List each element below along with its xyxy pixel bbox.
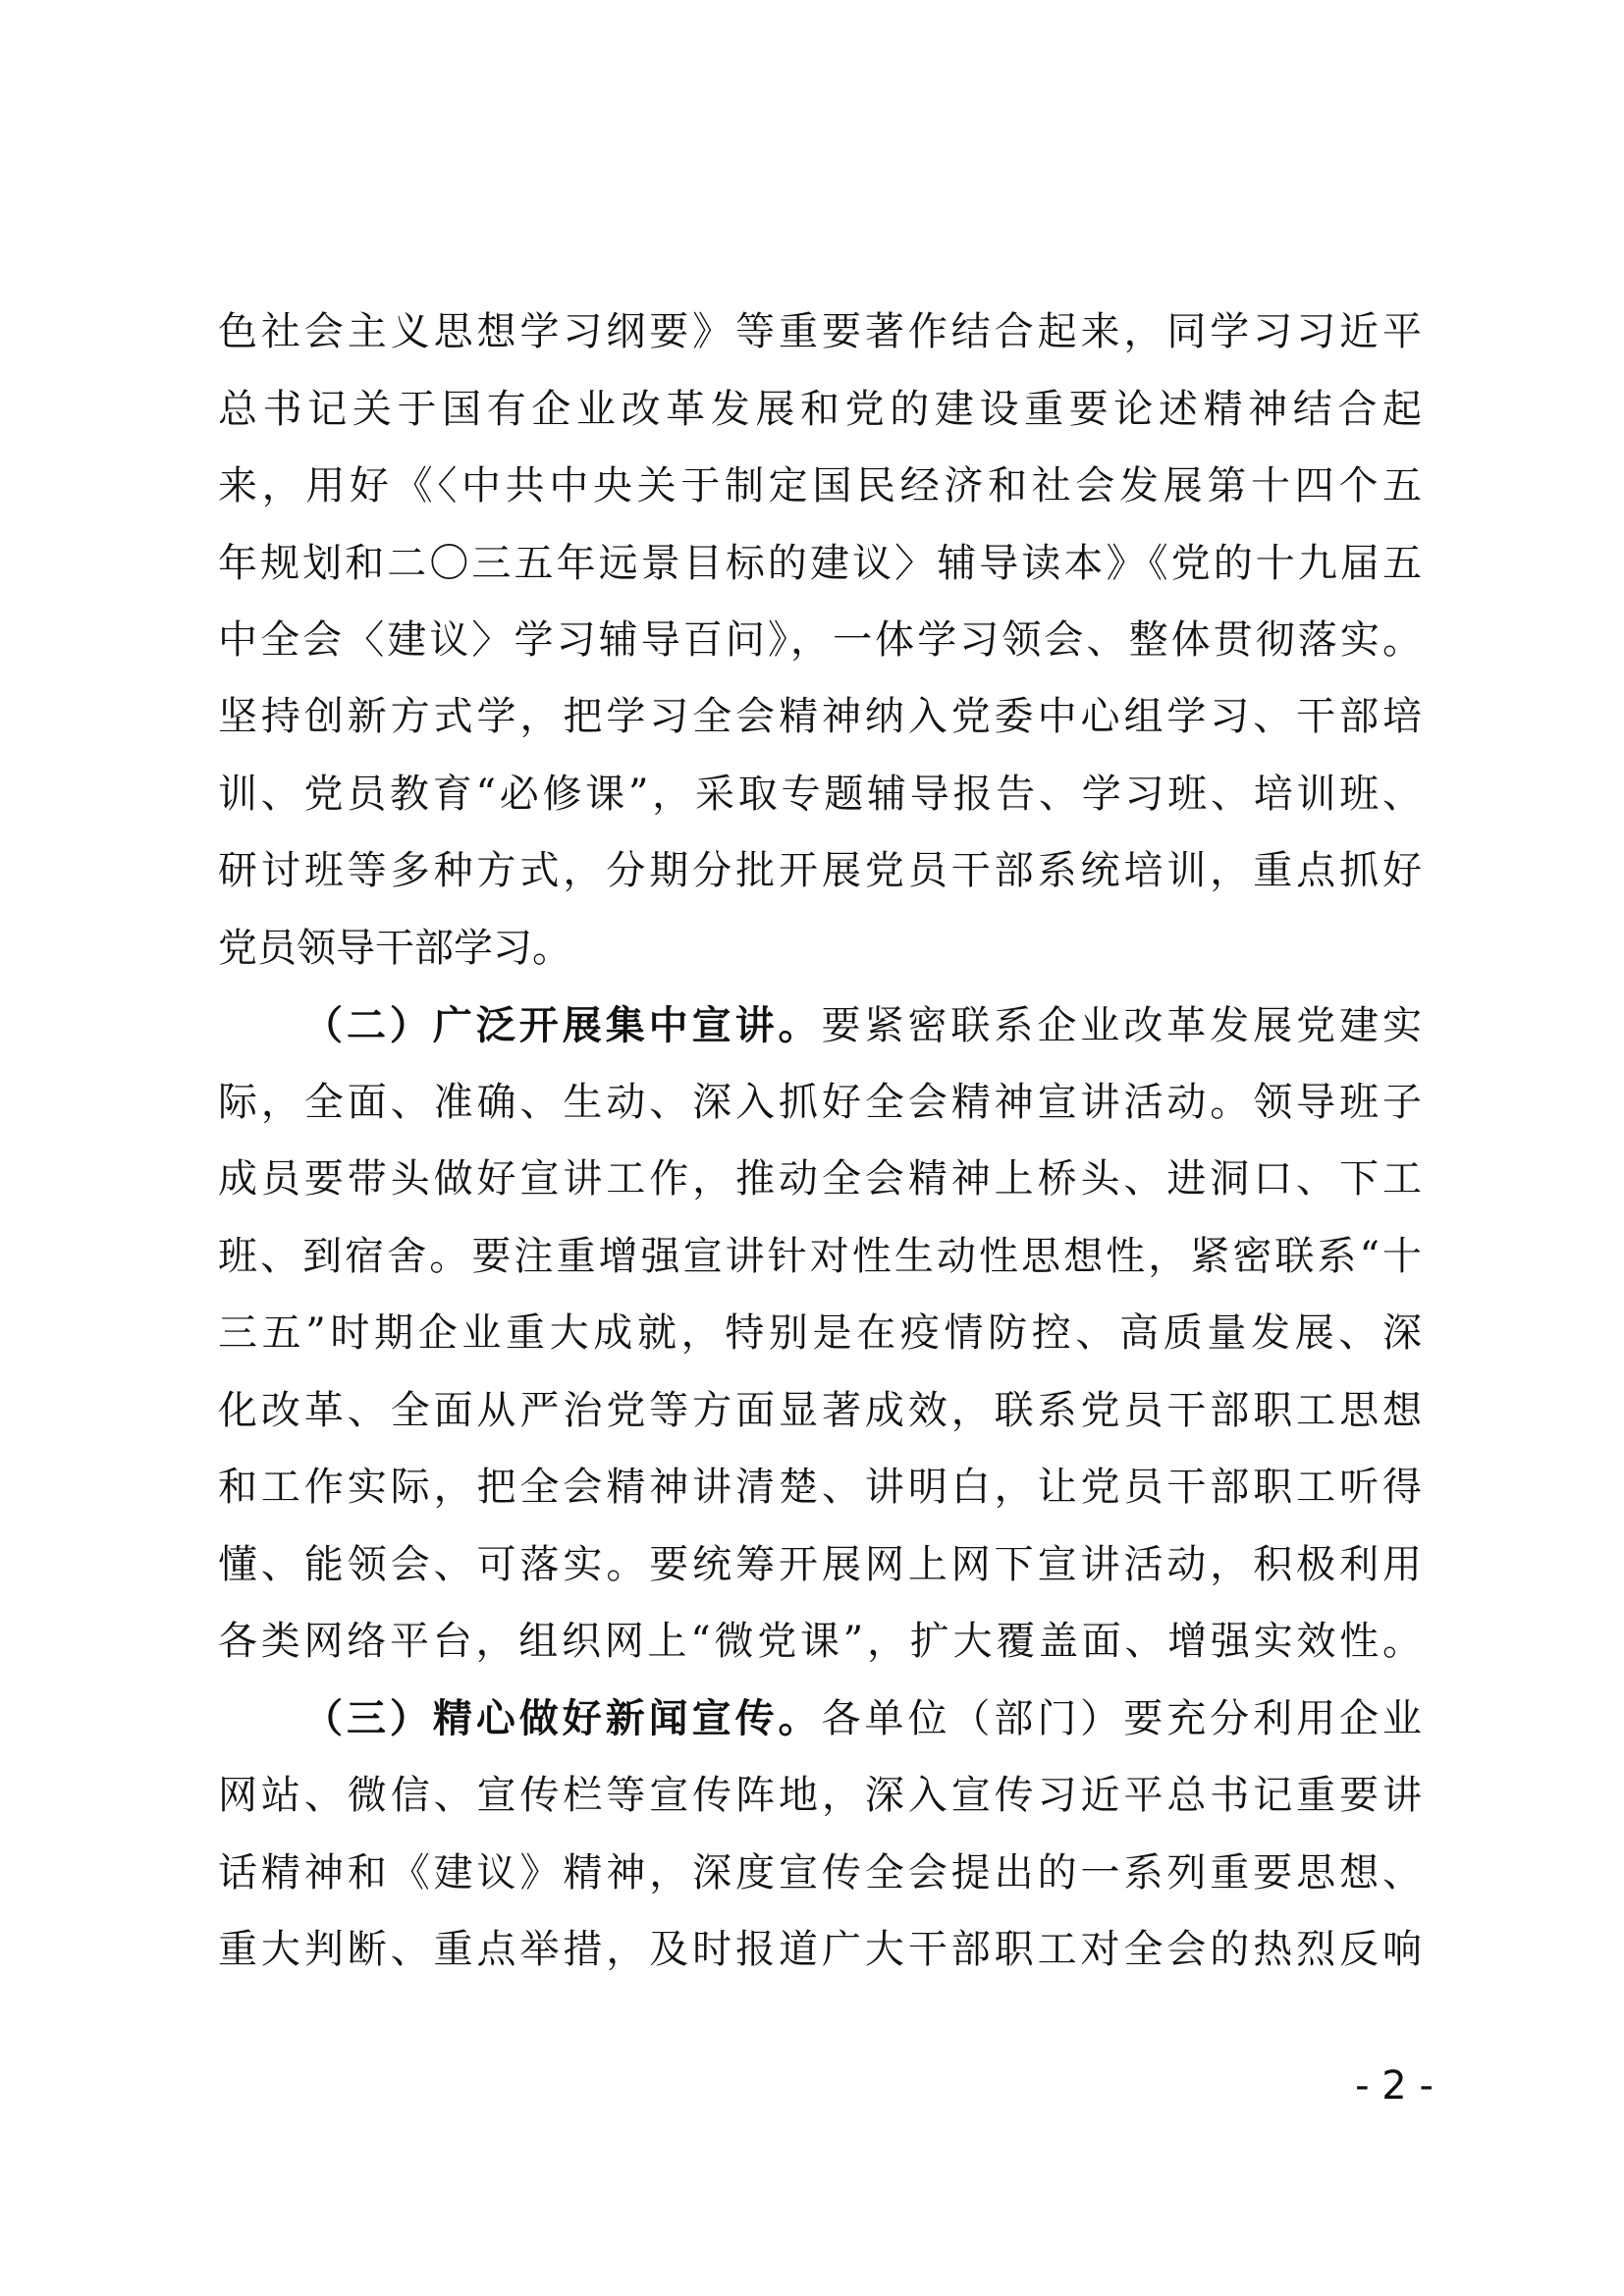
text-line: 化改革、全面从严治党等方面显著成效，联系党员干部职工思想	[218, 1388, 1422, 1433]
text-line: 网站、微信、宣传栏等宣传阵地，深入宣传习近平总书记重要讲	[218, 1773, 1422, 1818]
text-line: 总书记关于国有企业改革发展和党的建设重要论述精神结合起	[218, 387, 1422, 432]
section-heading: （二）广泛开展集中宣讲。	[303, 1002, 822, 1048]
section-heading: （三）精心做好新闻宣传。	[303, 1695, 822, 1741]
text-run: 各单位（部门）要充分利用企业	[821, 1696, 1423, 1741]
text-line: 成员要带头做好宣讲工作，推动全会精神上桥头、进洞口、下工	[218, 1156, 1422, 1201]
text-line: 班、到宿舍。要注重增强宣讲针对性生动性思想性，紧密联系“十	[218, 1234, 1422, 1279]
text-line: 训、党员教育“必修课”，采取专题辅导报告、学习班、培训班、	[218, 772, 1422, 817]
page-number: - 2 -	[1355, 2063, 1434, 2109]
text-run: 要紧密联系企业改革发展党建实	[821, 1003, 1423, 1048]
paragraph-first-line	[303, 996, 1422, 1055]
text-line: 懂、能领会、可落实。要统筹开展网上网下宣讲活动，积极利用	[218, 1542, 1422, 1587]
text-line: 际，全面、准确、生动、深入抓好全会精神宣讲活动。领导班子	[218, 1080, 1422, 1125]
text-line: 研讨班等多种方式，分期分批开展党员干部系统培训，重点抓好	[218, 848, 1422, 893]
text-line: 三五”时期企业重大成就，特别是在疫情防控、高质量发展、深	[218, 1310, 1422, 1356]
text-line: 党员领导干部学习。	[218, 926, 571, 971]
text-line: 中全会〈建议〉学习辅导百问》，一体学习领会、整体贯彻落实。	[218, 617, 1422, 663]
text-line: 话精神和《建议》精神，深度宣传全会提出的一系列重要思想、	[218, 1850, 1422, 1896]
text-line: 年规划和二〇三五年远景目标的建议〉辅导读本》《党的十九届五	[218, 541, 1422, 586]
text-line: 重大判断、重点举措，及时报道广大干部职工对全会的热烈反响	[218, 1927, 1422, 1972]
text-line: 坚持创新方式学，把学习全会精神纳入党委中心组学习、干部培	[218, 694, 1422, 739]
text-line: 色社会主义思想学习纲要》等重要著作结合起来，同学习习近平	[218, 309, 1422, 354]
text-line: 和工作实际，把全会精神讲清楚、讲明白，让党员干部职工听得	[218, 1465, 1422, 1510]
text-line: 来，用好《〈中共中央关于制定国民经济和社会发展第十四个五	[218, 463, 1422, 508]
text-line: 各类网络平台，组织网上“微党课”，扩大覆盖面、增强实效性。	[218, 1619, 1422, 1664]
paragraph-first-line	[303, 1689, 1422, 1748]
